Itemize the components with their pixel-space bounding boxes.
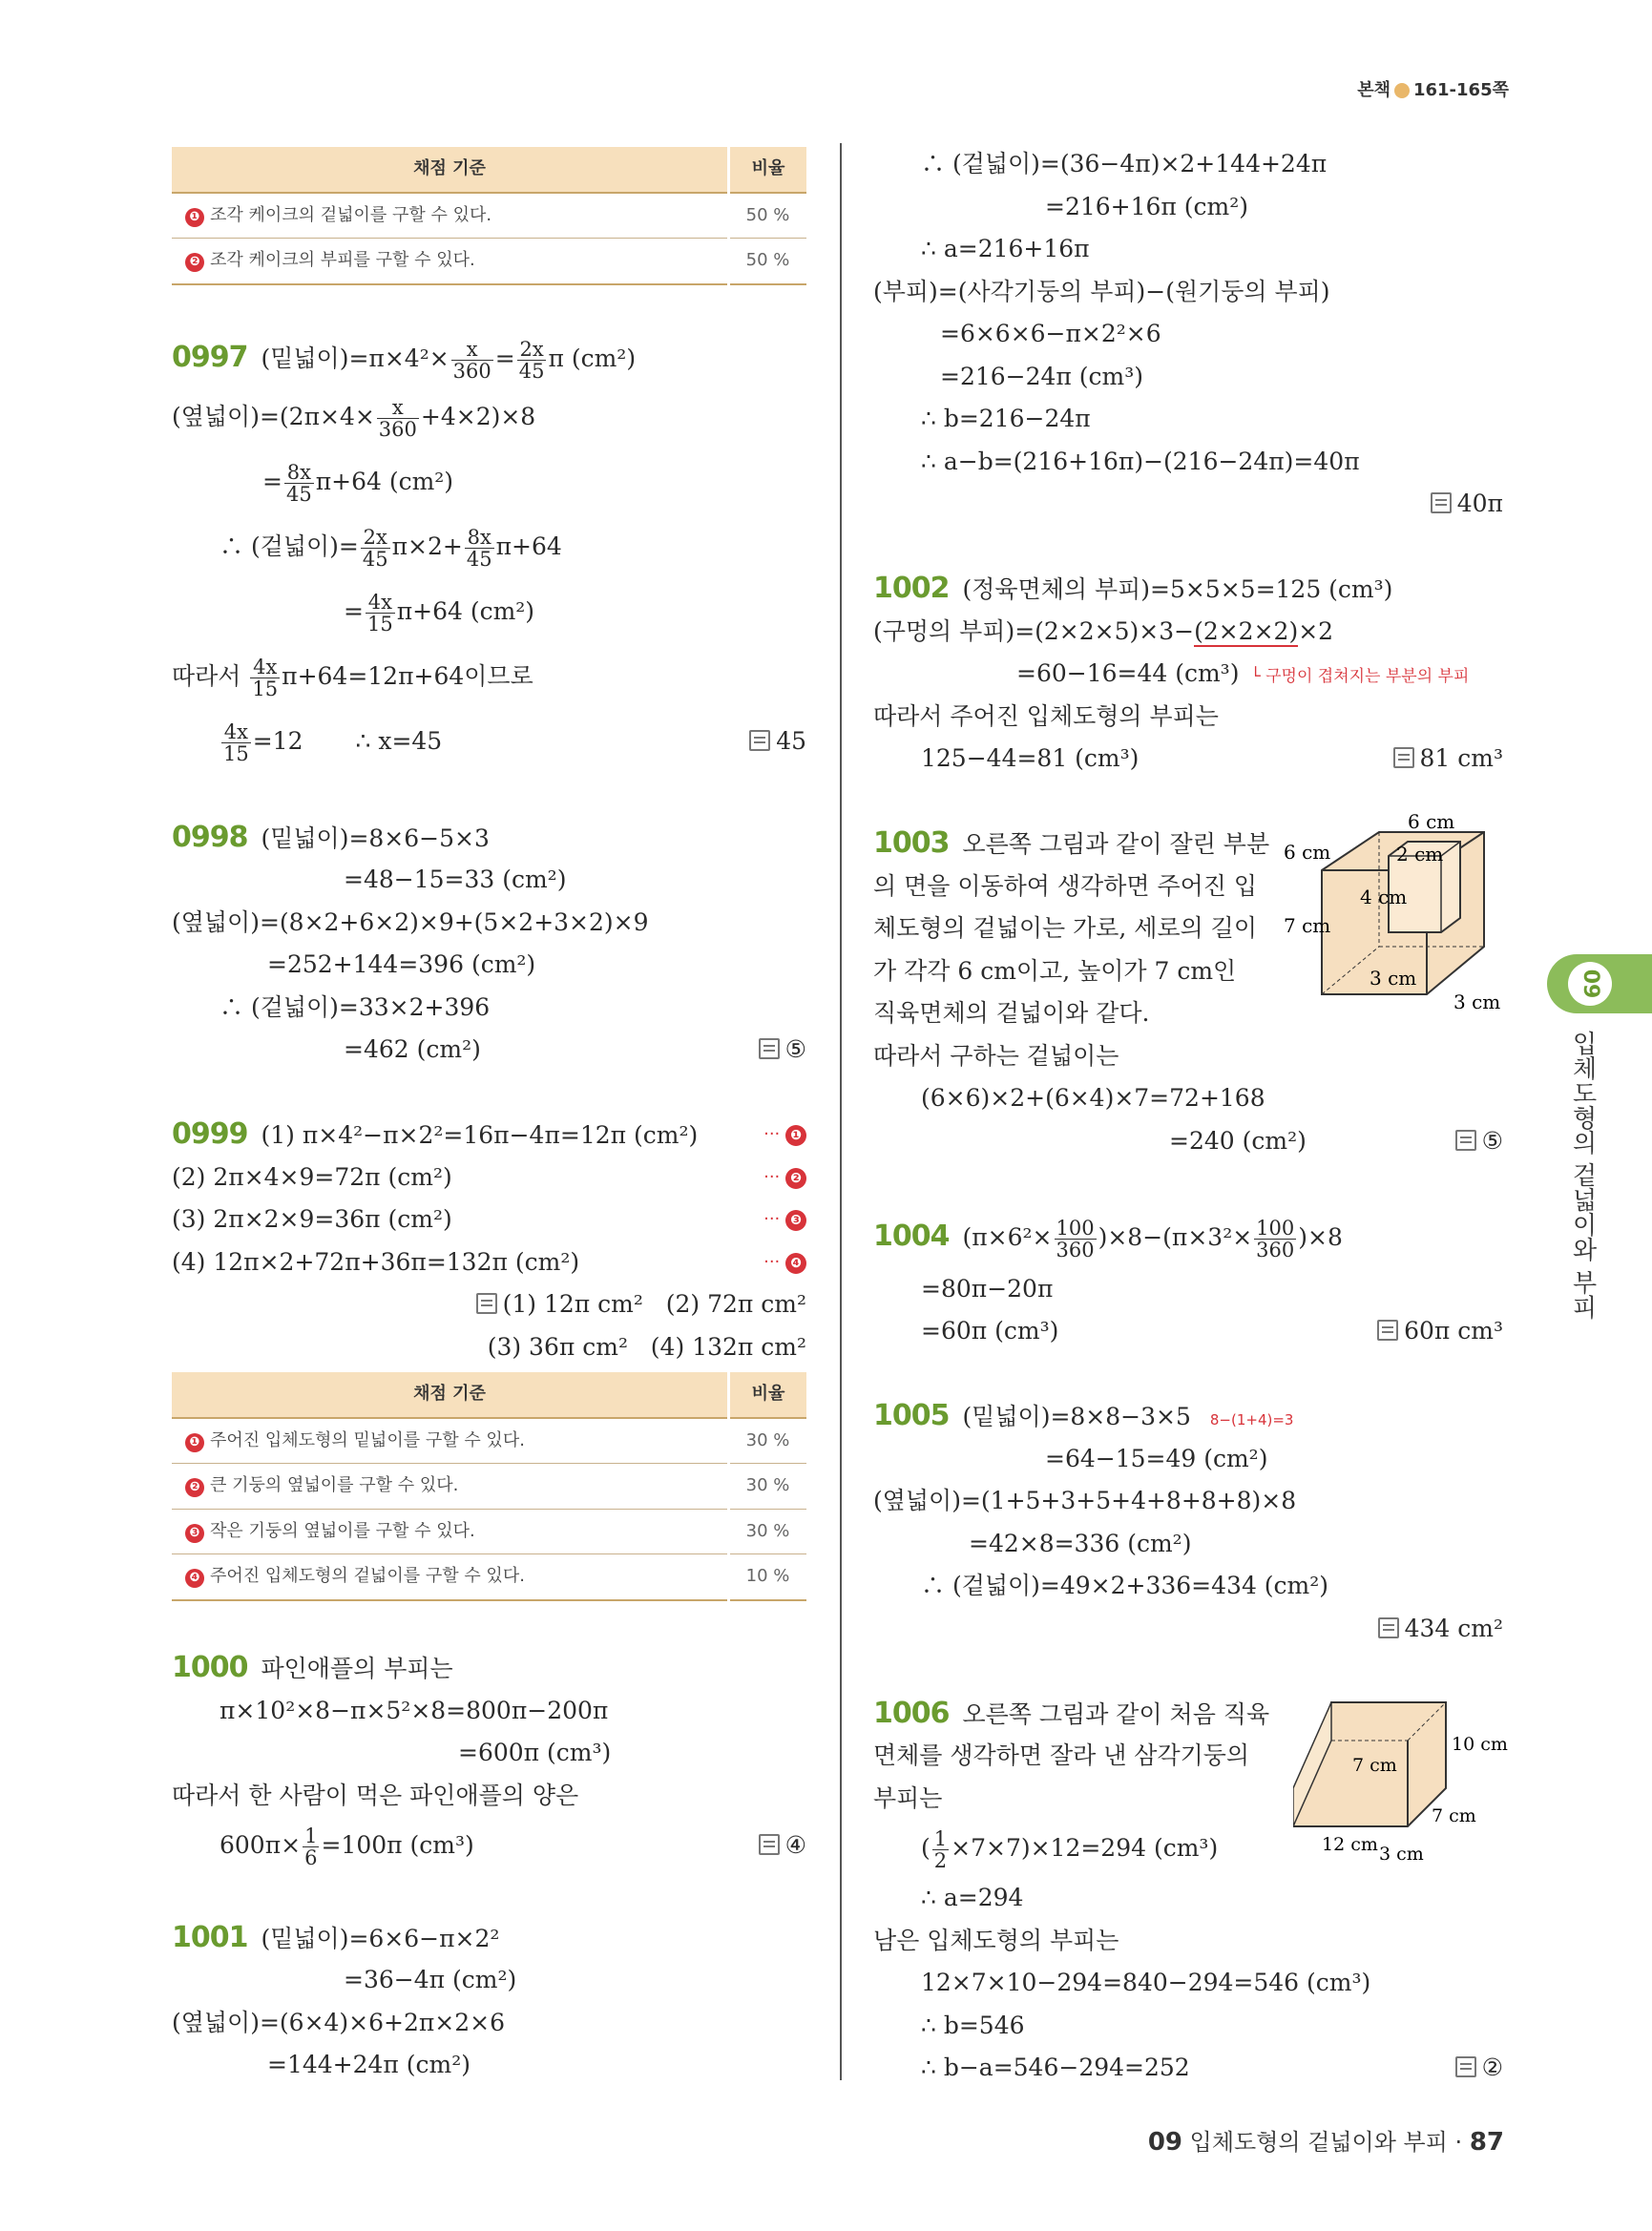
ratio-value: 30 %	[729, 1464, 807, 1510]
line: ∴ (겉넓이)=49×2+336=434 (cm²)	[921, 1572, 1329, 1599]
fraction: $\frac{100}{360}$	[1056, 1216, 1095, 1261]
line: )×8−(π×3²×	[1098, 1222, 1253, 1251]
line: =6×6×6−π×2²×6	[940, 320, 1161, 347]
line: 따라서	[172, 662, 241, 690]
problem-1001-continued	[873, 143, 1503, 526]
step-marker: ··· ❷	[763, 1157, 806, 1199]
line: (4) 12π×2+72π+36π=132π (cm²)	[172, 1247, 580, 1276]
line: 가 각각 6 cm이고, 높이가 7 cm인	[873, 956, 1237, 985]
answer-icon	[476, 1293, 497, 1314]
line: =64−15=49 (cm²)	[1045, 1444, 1268, 1472]
line: (옆넓이)=(1+5+3+5+4+8+8+8)×8	[873, 1487, 1297, 1514]
line: ∴ (겉넓이)=33×2+396	[220, 992, 491, 1021]
criteria-text: 주어진 입체도형의 겉넓이를 구할 수 있다.	[210, 1566, 525, 1586]
answer-icon	[749, 730, 770, 751]
label: 3 cm	[1370, 967, 1417, 990]
problem-number: 1004	[873, 1219, 950, 1253]
line: 오른쪽 그림과 같이 잘린 부분	[962, 830, 1270, 858]
line: (부피)=(사각기둥의 부피)−(원기둥의 부피)	[873, 277, 1330, 305]
chapter-side-title: 입체도형의 겉넓이와 부피	[1568, 1031, 1597, 1320]
label: 6 cm	[1408, 813, 1455, 833]
problem-number: 1000	[172, 1651, 248, 1684]
answer-icon	[759, 1038, 780, 1059]
left-column	[172, 143, 806, 2087]
label: 10 cm	[1452, 1733, 1508, 1755]
step-marker: ❷	[185, 253, 204, 272]
column-divider	[840, 143, 842, 2080]
step-marker: ··· ❶	[763, 1114, 806, 1157]
problem-1002	[873, 568, 1503, 781]
chapter-tab[interactable]	[1547, 954, 1652, 1013]
line: ∴ a=294	[921, 1884, 1024, 1911]
line: 따라서 주어진 입체도형의 부피는	[873, 701, 1219, 730]
problem-1000	[172, 1647, 806, 1874]
problem-number: 1003	[873, 826, 950, 860]
criteria-text: 조각 케이크의 부피를 구할 수 있다.	[210, 250, 475, 270]
answer-icon	[1377, 1320, 1398, 1341]
table-row	[172, 1554, 806, 1600]
answer: ④	[759, 1817, 806, 1874]
line: 오른쪽 그림과 같이 처음 직육	[962, 1699, 1270, 1728]
line: ×2	[1298, 616, 1334, 645]
fraction: $\frac{4x}{15}$	[252, 656, 279, 700]
line: (밑넓이)=π×4²×	[261, 344, 450, 372]
problem-number: 0997	[172, 341, 248, 374]
problem-0998	[172, 817, 806, 1072]
line: 125−44=81 (cm³)	[921, 744, 1140, 772]
line: 600π×	[220, 1831, 302, 1859]
problem-0997	[172, 331, 806, 774]
line: π (cm²)	[548, 344, 637, 372]
line: (밑넓이)=6×6−π×2²	[261, 1924, 500, 1952]
line: )×8	[1298, 1222, 1343, 1251]
line: =60π (cm³)	[921, 1317, 1059, 1345]
label: 7 cm	[1432, 1804, 1476, 1826]
line: =600π (cm³)	[458, 1739, 612, 1766]
answer: ②	[1455, 2047, 1503, 2090]
line: ×7×7)×12=294 (cm³)	[951, 1834, 1219, 1862]
problem-number: 1001	[172, 1920, 248, 1954]
line: π×2+	[391, 532, 463, 560]
scoring-table-1	[172, 147, 806, 285]
line: =462 (cm²)	[344, 1035, 481, 1063]
line: 12×7×10−294=840−294=546 (cm³)	[921, 1969, 1371, 1996]
right-column	[873, 143, 1508, 2090]
table-head-ratio: 비율	[729, 1372, 807, 1418]
answer: ⑤	[1455, 1120, 1503, 1163]
fraction: $\frac{1}{2}$	[933, 1827, 948, 1872]
fraction: $\frac{4x}{15}$	[223, 720, 249, 765]
line: π+64=12π+64이므로	[282, 662, 533, 690]
answer-icon	[1378, 1617, 1399, 1638]
answer: 60π cm³	[1377, 1310, 1503, 1353]
table-row	[172, 193, 806, 239]
label: 2 cm	[1396, 843, 1444, 865]
label: 12 cm	[1322, 1833, 1378, 1855]
criteria-text: 작은 기둥의 옆넓이를 구할 수 있다.	[210, 1520, 475, 1541]
step-marker: ❶	[185, 1433, 204, 1452]
fraction: $\frac{4x}{15}$	[366, 591, 393, 636]
answer-icon	[1393, 747, 1414, 768]
line: =42×8=336 (cm²)	[969, 1529, 1192, 1557]
table-row	[172, 1464, 806, 1510]
line: =12	[252, 727, 303, 755]
ratio-value: 30 %	[729, 1418, 807, 1464]
line: 직육면체의 겉넓이와 같다.	[873, 999, 1150, 1027]
line: 남은 입체도형의 부피는	[873, 1926, 1119, 1954]
problem-number: 0998	[172, 820, 248, 854]
line: =100π (cm³)	[321, 1831, 474, 1859]
line: =80π−20π	[921, 1274, 1054, 1303]
line: ∴ (겉넓이)=(36−4π)×2+144+24π	[921, 150, 1328, 177]
table-head-criteria: 채점 기준	[172, 1372, 729, 1418]
problem-number: 0999	[172, 1117, 248, 1151]
line: 따라서 한 사람이 먹은 파인애플의 양은	[172, 1781, 579, 1809]
answer-icon	[759, 1834, 780, 1855]
line: =48−15=33 (cm²)	[344, 865, 567, 893]
page-number: 87	[1469, 2128, 1504, 2157]
answer: ⑤	[759, 1029, 806, 1072]
table-row	[172, 1509, 806, 1554]
line: =144+24π (cm²)	[267, 2051, 471, 2078]
line: (π×6²×	[962, 1222, 1053, 1251]
page-header	[1357, 76, 1509, 101]
line: 의 면을 이동하여 생각하면 주어진 입	[873, 871, 1257, 900]
triangular-prism-figure	[1293, 1683, 1513, 1865]
line: (1) π×4²−π×2²=16π−4π=12π (cm²)	[261, 1121, 699, 1149]
ratio-value: 30 %	[729, 1509, 807, 1554]
fraction: $\frac{x}{360}$	[378, 396, 417, 441]
line: ∴ x=45	[355, 727, 443, 755]
underlined-term: (2×2×2)	[1194, 616, 1299, 645]
line: =	[262, 468, 282, 495]
problem-number: 1005	[873, 1399, 950, 1432]
annotation: └ 구멍이 겹쳐지는 부분의 부피	[1250, 667, 1470, 686]
problem-1004	[873, 1205, 1503, 1353]
line: (구멍의 부피)=(2×2×5)×3−	[873, 616, 1195, 645]
criteria-text: 주어진 입체도형의 밑넓이를 구할 수 있다.	[210, 1429, 525, 1450]
criteria-text: 조각 케이크의 겉넓이를 구할 수 있다.	[210, 204, 492, 225]
label: 3 cm	[1379, 1843, 1424, 1865]
ratio-value: 50 %	[729, 193, 807, 239]
line: (	[921, 1834, 931, 1862]
cut-cuboid-figure	[1284, 813, 1513, 1023]
table-head-criteria: 채점 기준	[172, 147, 729, 193]
line: 면체를 생각하면 잘라 낸 삼각기둥의	[873, 1741, 1250, 1769]
fraction: $\frac{100}{360}$	[1256, 1216, 1295, 1261]
line: =216−24π (cm³)	[940, 362, 1144, 390]
label: 6 cm	[1284, 841, 1331, 864]
line: ∴ b=546	[921, 2011, 1025, 2039]
line: (6×6)×2+(6×4)×7=72+168	[921, 1084, 1265, 1112]
line: (3) 2π×2×9=36π (cm²)	[172, 1205, 452, 1233]
line: (정육면체의 부피)=5×5×5=125 (cm³)	[962, 575, 1393, 603]
page-footer: 09 입체도형의 겉넓이와 부피 · 87	[1147, 2128, 1504, 2157]
line: +4×2)×8	[420, 403, 536, 430]
line: (옆넓이)=(6×4)×6+2π×2×6	[172, 2008, 506, 2036]
scoring-table-2	[172, 1372, 806, 1601]
label: 3 cm	[1453, 990, 1501, 1013]
answer: 45	[749, 709, 806, 774]
line: (2) 2π×4×9=72π (cm²)	[172, 1162, 452, 1191]
line: (밑넓이)=8×6−5×3	[261, 824, 490, 852]
fraction: $\frac{1}{6}$	[304, 1824, 318, 1869]
line: 부피는	[873, 1783, 943, 1812]
problem-number: 1002	[873, 572, 950, 605]
step-marker: ❶	[185, 208, 204, 227]
footer-title: 입체도형의 겉넓이와 부피	[1189, 2129, 1448, 2156]
fraction: $\frac{2x}{45}$	[362, 526, 388, 571]
line: ∴ a−b=(216+16π)−(216−24π)=40π	[921, 447, 1360, 475]
problem-1001	[172, 1917, 806, 2087]
line: =252+144=396 (cm²)	[267, 950, 536, 978]
answer-icon	[1431, 492, 1452, 513]
chapter-number: 09	[1568, 962, 1612, 1006]
answer: 434 cm²	[1378, 1608, 1503, 1651]
line: 체도형의 겉넓이는 가로, 세로의 길이	[873, 914, 1257, 942]
line: π+64 (cm²)	[315, 468, 454, 495]
answer-icon	[1455, 2056, 1476, 2077]
table-row	[172, 1418, 806, 1464]
ratio-value: 50 %	[729, 239, 807, 284]
answer: (1) 12π cm² (2) 72π cm²	[476, 1283, 806, 1326]
table-head-ratio: 비율	[729, 147, 807, 193]
step-marker: ❷	[185, 1478, 204, 1497]
fraction: $\frac{8x}{45}$	[285, 461, 312, 506]
line: ∴ b−a=546−294=252	[921, 2054, 1190, 2081]
label: 4 cm	[1360, 886, 1408, 908]
line: π+64 (cm²)	[396, 597, 535, 625]
line: 따라서 구하는 겉넓이는	[873, 1041, 1119, 1070]
line: =	[344, 597, 364, 625]
annotation: 8−(1+4)=3	[1209, 1411, 1294, 1428]
line: (옆넓이)=(2π×4×	[172, 403, 375, 430]
header-label: 본책	[1357, 80, 1391, 100]
problem-1006	[873, 1693, 1508, 2090]
step-marker: ❸	[185, 1524, 204, 1543]
line: 파인애플의 부피는	[261, 1655, 453, 1682]
step-marker: ··· ❸	[763, 1199, 806, 1241]
bullet-icon	[1394, 83, 1410, 98]
line: =	[494, 344, 515, 372]
label: 7 cm	[1352, 1754, 1397, 1776]
footer-chapter: 09	[1147, 2128, 1182, 2157]
fraction: $\frac{2x}{45}$	[518, 338, 545, 383]
table-row	[172, 239, 806, 284]
line: ∴ (겉넓이)=	[220, 532, 359, 560]
line: =240 (cm²)	[1169, 1126, 1307, 1155]
step-marker: ❹	[185, 1569, 204, 1588]
problem-1003	[873, 813, 1503, 1162]
line: ∴ a=216+16π	[921, 235, 1090, 262]
line: ∴ b=216−24π	[921, 405, 1091, 432]
line: =60−16=44 (cm³)	[1016, 659, 1240, 687]
line: (옆넓이)=(8×2+6×2)×9+(5×2+3×2)×9	[172, 907, 649, 936]
answer: 40π	[1431, 483, 1503, 526]
fraction: $\frac{8x}{45}$	[466, 526, 492, 571]
line: π+64	[495, 532, 562, 560]
answer: 81 cm³	[1393, 738, 1504, 781]
label: 7 cm	[1284, 914, 1331, 937]
criteria-text: 큰 기둥의 옆넓이를 구할 수 있다.	[210, 1475, 459, 1495]
ratio-value: 10 %	[729, 1554, 807, 1600]
header-pages: 161-165쪽	[1412, 80, 1509, 100]
line: π×10²×8−π×5²×8=800π−200π	[220, 1696, 609, 1724]
step-marker: ··· ❹	[763, 1241, 806, 1284]
fraction: $\frac{x}{360}$	[452, 338, 491, 383]
answer-icon	[1455, 1130, 1476, 1151]
answer: (3) 36π cm² (4) 132π cm²	[487, 1332, 806, 1361]
problem-1005	[873, 1395, 1503, 1650]
problem-0999	[172, 1114, 806, 1368]
line: =36−4π (cm²)	[344, 1966, 517, 1993]
line: (밑넓이)=8×8−3×5	[962, 1403, 1191, 1430]
problem-number: 1006	[873, 1696, 950, 1730]
line: =216+16π (cm²)	[1045, 192, 1249, 220]
